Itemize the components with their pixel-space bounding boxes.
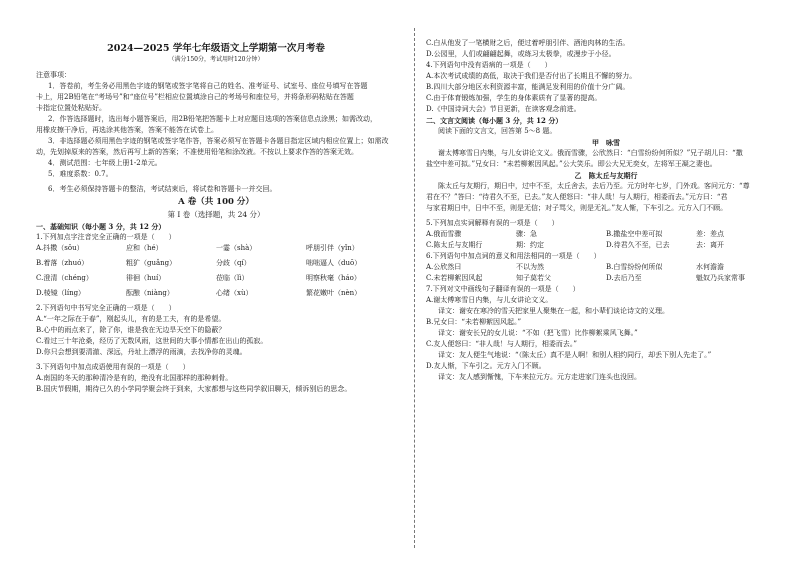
question-5: 5.下列加点实词解释有误的一项是（ ） bbox=[426, 219, 559, 227]
option: 呼朋引伴（yǐn） bbox=[306, 244, 359, 252]
passage-b-title: 乙 陈太丘与友期行 bbox=[574, 171, 638, 180]
passage-line: 盐空中差可拟。”兄女曰：“未若柳絮因风起。”公大笑乐。即公大兄无奕女，左将军王凝之妻也。 bbox=[426, 160, 717, 168]
option: C.澄清（chéng） bbox=[36, 274, 93, 282]
notice-line: 2．作答选择题时，选出每小题答案后，用2B铅笔把答题卡上对应题目选项的答案信息点涂黑；如需改动， bbox=[48, 115, 378, 123]
option: A.谢太傅寒雪日内集，与儿女讲论文义。 bbox=[426, 296, 553, 304]
passage-line: 君在不？”答曰：“待君久不至，已去。”友人便怒曰：“非人哉！与人期行，相委而去。”元方曰：“君 bbox=[426, 193, 728, 201]
option: D.待君久不至，已去 bbox=[606, 241, 670, 249]
column-divider bbox=[414, 28, 415, 548]
section-2-intro: 阅读下面的文言文，回答第 5～8 题。 bbox=[438, 127, 557, 135]
passage-line: 谢太傅寒雪日内集，与儿女讲论文义。俄而雪骤，公欣然曰：“白雪纷纷何所似？”兄子胡儿曰：“撒 bbox=[438, 149, 743, 157]
exam-subtitle: （满分150分，考试用时120分钟） bbox=[168, 56, 264, 63]
option: D.棱镜（líng） bbox=[36, 289, 86, 297]
translation: 译文：谢安长兄的女儿说：“不如（把飞雪）比作柳絮乘风飞舞。” bbox=[438, 329, 638, 337]
part-1-heading: 第 I 卷（选择题，共 24 分） bbox=[167, 210, 265, 219]
notice-line: 用橡皮擦干净后，再选涂其他答案，答案不能答在试卷上。 bbox=[36, 126, 218, 134]
q1-option-row bbox=[36, 273, 396, 284]
option: C.未若柳絮因风起 bbox=[426, 274, 483, 282]
option: A.抖擞（sǒu） bbox=[36, 244, 84, 252]
option: B.心中的雨点来了，除了你，谁是我在无边旱天空下的隐蔽？ bbox=[36, 326, 226, 334]
option: B.白雪纷纷何所似 bbox=[606, 263, 663, 271]
question-1: 1.下列加点字注音完全正确的一项是（ ） bbox=[36, 233, 176, 241]
section-1-heading: 一、基础知识（每小题 3 分，共 12 分） bbox=[36, 222, 166, 231]
option: 去：离开 bbox=[696, 241, 724, 249]
q6-option-row bbox=[426, 273, 786, 284]
q6-option-row bbox=[426, 262, 786, 273]
q1-option-row bbox=[36, 258, 396, 269]
notice-line: 卡指定位置处粘贴好。 bbox=[36, 104, 106, 112]
option: 心绪（xù） bbox=[216, 289, 253, 297]
volume-a-heading: A 卷（共 100 分） bbox=[178, 197, 254, 207]
q5-option-row bbox=[426, 240, 786, 251]
option: B.着落（zhuó） bbox=[36, 259, 89, 267]
question-7: 7.下列对文中画线句子翻译有误的一项是（ ） bbox=[426, 285, 580, 293]
q1-option-row bbox=[36, 243, 396, 254]
option: B.兄女曰：“未若柳絮因风起。” bbox=[426, 318, 522, 326]
notice-line: 动，先划掉原来的答案，然后再写上新的答案；不准使用铅笔和涂改液。不按以上要求作答的答案无效。 bbox=[36, 148, 358, 156]
option: 粗犷（guǎng） bbox=[126, 259, 177, 267]
option: 分歧（qí） bbox=[216, 259, 251, 267]
passage-a-title: 甲 咏雪 bbox=[592, 138, 620, 147]
section-2-heading: 二、文言文阅读（每小题 3 分，共 12 分） bbox=[426, 116, 563, 125]
passage-line: 与家君期日中，日中不至，则是无信；对子骂父，则是无礼。”友人惭，下车引之。元方入门不顾。 bbox=[426, 204, 728, 212]
question-3: 3.下列语句中加点成语使用有误的一项是（ ） bbox=[36, 363, 190, 371]
notice-line: 1．答卷前，考生务必用黑色字迹的钢笔或签字笔将自己的姓名、准考证号、试室号、座位号填写在答题 bbox=[48, 82, 368, 90]
option: 水何澹澹 bbox=[696, 263, 724, 271]
notice-line: 5．难度系数：0.7。 bbox=[48, 170, 113, 178]
option: D.《中国诗词大会》节目更新，在读客观念前进。 bbox=[426, 105, 581, 113]
option: C.陈太丘与友期行 bbox=[426, 241, 483, 249]
option: C.白从他发了一笔横财之后，便过着呼朋引伴、酒池肉林的生活。 bbox=[426, 39, 630, 47]
option: 酝酿（niàng） bbox=[126, 289, 174, 297]
option: 徘徊（huí） bbox=[126, 274, 166, 282]
question-6: 6.下列语句中加点词的意义和用法相同的一项是（ ） bbox=[426, 252, 601, 260]
option: 繁花嫩叶（nèn） bbox=[306, 289, 362, 297]
option: B.撒盐空中差可拟 bbox=[606, 230, 663, 238]
notice-line: 卡上，用2B铅笔在“考场号”和“座位号”栏相应位置填涂自己的考场号和座位号，并将条形码粘贴在答题 bbox=[36, 93, 354, 101]
option: A.公欣然曰 bbox=[426, 263, 462, 271]
option: 应和（hé） bbox=[126, 244, 163, 252]
passage-line: 陈太丘与友期行，期日中，过中不至，太丘舍去，去后乃至。元方时年七岁，门外戏。客问元方：“尊 bbox=[438, 182, 750, 190]
option: D.你只会想到要清澈、深远，丹址上漂浮的雨滴，去找净你的灵魂。 bbox=[36, 348, 247, 356]
question-2: 2.下列语句中书写完全正确的一项是（ ） bbox=[36, 304, 176, 312]
option: B.国庆节假期，期待已久的小学同学聚会终于到来，大家都想与这些同学叙旧聊天，倾诉别后的思念。 bbox=[36, 385, 352, 393]
option: 魁奴乃兵家常事 bbox=[696, 274, 745, 282]
option: C.友人便怒曰：“非人哉！与人期行，相委而去。” bbox=[426, 340, 577, 348]
option: 明察秋毫（háo） bbox=[306, 274, 361, 282]
option: 知子莫若父 bbox=[516, 274, 551, 282]
left-column bbox=[36, 32, 396, 395]
notice-heading: 注意事项： bbox=[36, 71, 71, 79]
option: 莅临（lì） bbox=[216, 274, 249, 282]
option: 咄咄逼人（duō） bbox=[306, 259, 362, 267]
option: 不以为然 bbox=[516, 263, 544, 271]
option: C.看过三十年沧桑，经历了无数风雨，这世间的大事小情都在出山的孤寂。 bbox=[36, 337, 268, 345]
translation: 译文：友人便生气地说：“（陈太丘）真不是人啊！和别人相约同行，却丢下别人先走了。” bbox=[438, 351, 712, 359]
option: A.本次考试成绩的高低，取决于我们是否付出了长期且不懈的努力。 bbox=[426, 72, 637, 80]
option: 一霎（shà） bbox=[216, 244, 257, 252]
translation: 译文：友人感到惭愧，下车来拉元方。元方走进家门连头也没回。 bbox=[438, 373, 641, 381]
notice-line: 4．测试范围：七年级上册1-2单元。 bbox=[48, 159, 162, 167]
option: C.由于体育锻炼加强，学生的身体素质有了显著的提高。 bbox=[426, 94, 602, 102]
option: 骤：急 bbox=[516, 230, 537, 238]
notice-line: 6．考生必须保持答题卡的整洁，考试结束后，将试卷和答题卡一并交回。 bbox=[48, 185, 277, 193]
exam-title: 2024—2025 学年七年级语文上学期第一次月考卷 bbox=[107, 43, 325, 54]
option: D.公园里，人们或翩翩起舞，或练习太极拳，或漫步于小径。 bbox=[426, 50, 616, 58]
option: D.去后乃至 bbox=[606, 274, 642, 282]
option: A.“一年之际在于春”，刚起头儿，有的是工夫，有的是希望。 bbox=[36, 315, 226, 323]
option: A.南国的冬天的那种清冷是有的，绝没有北国那样的那种刺骨。 bbox=[36, 374, 233, 382]
translation: 译文：谢安在寒冷的雪天把家里人聚集在一起，和小辈们谈论诗文的义理。 bbox=[438, 307, 669, 315]
question-4: 4.下列语句中没有语病的一项是（ ） bbox=[426, 61, 552, 69]
option: D.友人惭，下车引之。元方入门不顾。 bbox=[426, 362, 546, 370]
option: B.四川大部分地区水利资源丰富，能满足发利用的价值十分广阔。 bbox=[426, 83, 630, 91]
right-column bbox=[426, 38, 786, 383]
option: 期：约定 bbox=[516, 241, 544, 249]
notice-line: 3．非选择题必须用黑色字迹的钢笔或签字笔作答，答案必须写在答题卡各题目指定区域内相应位置上；如需改 bbox=[48, 137, 389, 145]
option: A.俄而雪骤 bbox=[426, 230, 462, 238]
q1-option-row bbox=[36, 288, 396, 299]
option: 差：差点 bbox=[696, 230, 724, 238]
q5-option-row bbox=[426, 229, 786, 240]
